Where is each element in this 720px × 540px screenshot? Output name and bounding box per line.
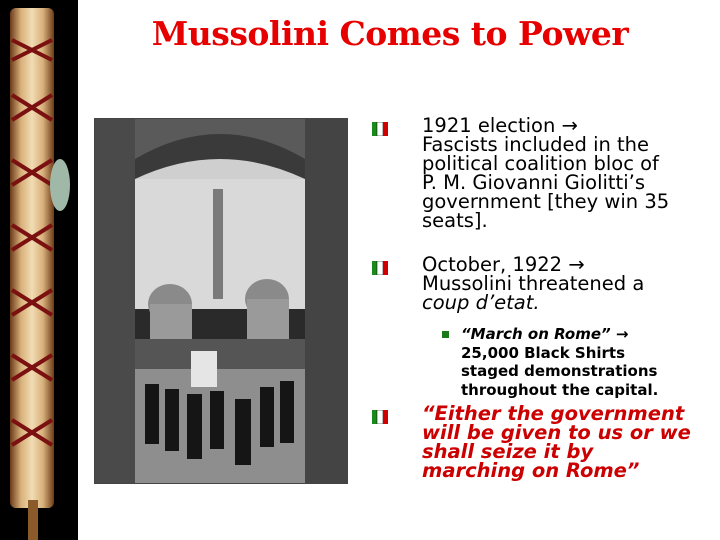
bullet-line: political coalition bloc of [422, 152, 659, 175]
sub-bullet-line: staged demonstrations [461, 362, 658, 380]
square-bullet-icon [442, 331, 449, 338]
sub-bullet-march-on-rome [461, 325, 701, 399]
bullet-line: seats]. [422, 209, 488, 232]
italian-flag-icon [372, 260, 388, 274]
quote-line: will be given to us or we [422, 421, 691, 444]
bullet-text [422, 255, 712, 312]
bullet-1921-election [372, 116, 712, 246]
slide-title: Mussolini Comes to Power [151, 14, 629, 53]
bullet-line: Fascists included in the [422, 133, 650, 156]
italian-flag-icon [372, 121, 388, 135]
sub-bullet-line: throughout the capital. [461, 380, 659, 399]
march-on-rome-photo [94, 118, 348, 484]
bullet-line: Mussolini threatened a [422, 272, 645, 295]
quote-text [422, 404, 712, 480]
bullet-october-1922 [372, 255, 712, 325]
sub-bullet-line: 25,000 Black Shirts [461, 343, 626, 362]
quote-line: “Either the government [422, 402, 685, 425]
italian-flag-icon [372, 409, 388, 423]
quote-line: shall seize it by [422, 440, 594, 463]
bullet-quote [372, 404, 712, 494]
bullet-line: government [they win 35 [422, 190, 670, 213]
fasces-decoration [0, 0, 78, 540]
bullet-line: P. M. Giovanni Giolitti’s [422, 171, 645, 194]
quote-line: marching on Rome” [422, 459, 640, 482]
sub-bullet-line: “March on Rome” → [461, 325, 629, 343]
bullet-line: coup d’etat. [422, 291, 540, 314]
bullet-line: October, 1922 → [422, 253, 585, 276]
bullet-text [422, 116, 712, 230]
bullet-line: 1921 election → [422, 114, 578, 137]
